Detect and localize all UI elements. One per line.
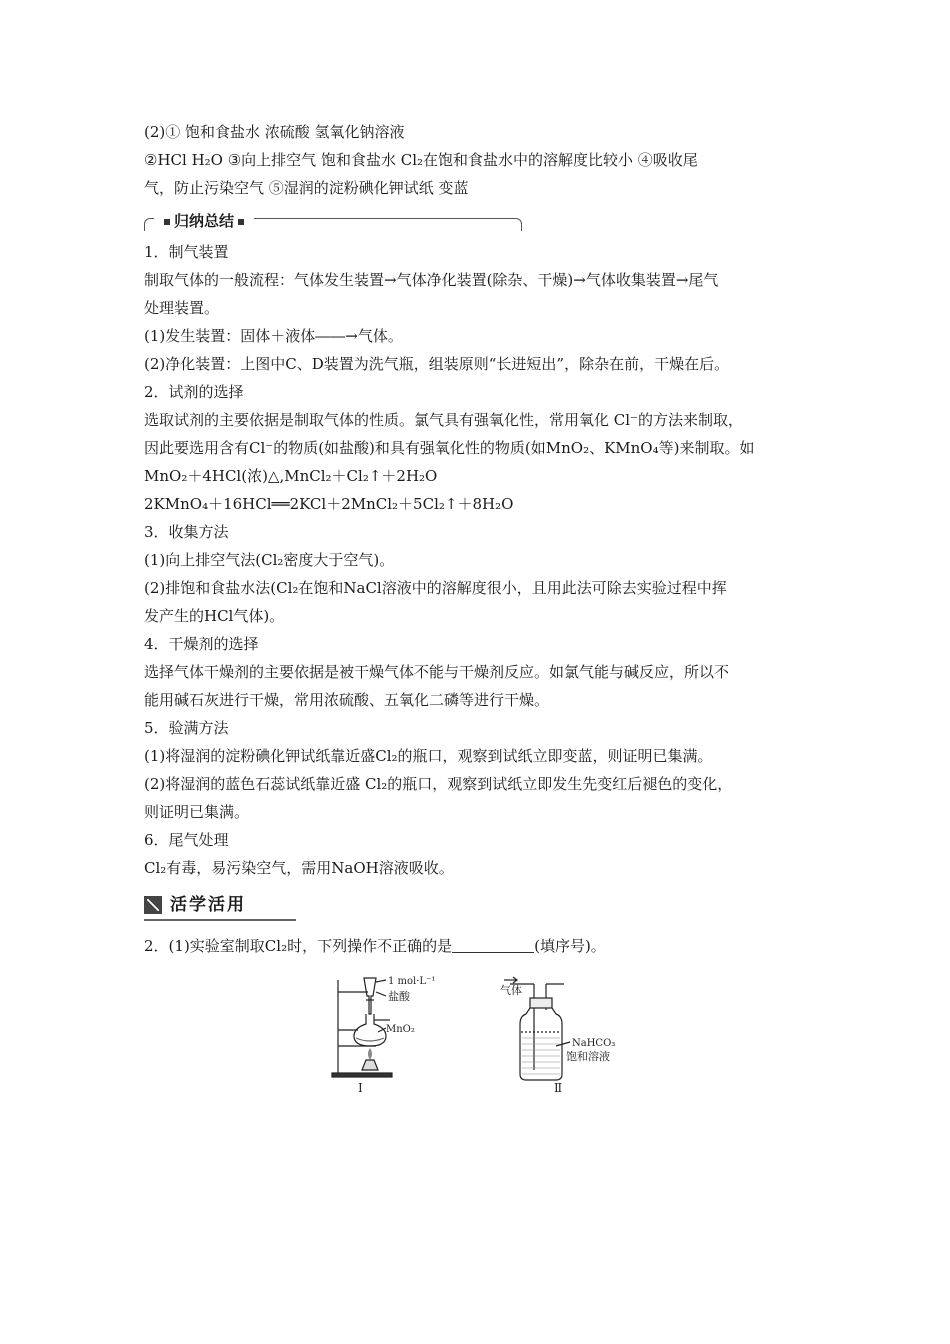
summary-line: 3．收集方法 — [144, 523, 229, 541]
question-suffix: (填序号)。 — [534, 937, 606, 955]
summary-line: (2)排饱和食盐水法(Cl₂在饱和NaCl溶液中的溶解度很小，且用此法可除去实验过程中挥 — [144, 579, 727, 597]
caption-figure-2: Ⅱ — [554, 1081, 563, 1095]
question-line — [144, 932, 814, 960]
bottle-stopper — [530, 998, 552, 1008]
summary-line: 5．验满方法 — [144, 719, 229, 737]
summary-line: 选择气体干燥剂的主要依据是被干燥气体不能与干燥剂反应。如氯气能与碱反应，所以不 — [144, 663, 730, 681]
equation-line: MnO₂＋4HCl(浓)△,MnCl₂＋Cl₂↑＋2H₂O — [144, 467, 438, 485]
summary-line: Cl₂有毒，易污染空气，需用NaOH溶液吸收。 — [144, 859, 454, 877]
summary-line: 发产生的HCl气体)。 — [144, 607, 285, 625]
summary-line: (1)发生装置：固体＋液体――→气体。 — [144, 327, 403, 345]
alcohol-lamp — [362, 1060, 378, 1070]
summary-line: 能用碱石灰进行干燥，常用浓硫酸、五氧化二磷等进行干燥。 — [144, 691, 550, 709]
apply-header — [144, 892, 814, 922]
label-gas: 气体 — [500, 984, 522, 997]
label-hydrochloric-acid: 盐酸 — [388, 990, 410, 1003]
summary-line: 制取气体的一般流程：气体发生装置→气体净化装置(除杂、干燥)→气体收集装置→尾气 — [144, 271, 719, 289]
pointer-conc — [376, 980, 386, 982]
label-saturated-solution: 饱和溶液 — [566, 1050, 610, 1063]
summary-title — [154, 208, 254, 234]
summary-line: (1)向上排空气法(Cl₂密度大于空气)。 — [144, 551, 395, 569]
summary-line: 则证明已集满。 — [144, 803, 250, 821]
summary-line: 1．制气装置 — [144, 243, 229, 261]
answer-line-3: 气，防止污染空气 ⑤湿润的淀粉碘化钾试纸 变蓝 — [144, 179, 469, 197]
square-bullet-icon — [238, 219, 244, 225]
flask-liquid — [356, 1038, 384, 1041]
separatory-funnel — [364, 978, 376, 1014]
question-prefix: 2．(1)实验室制取Cl₂时，下列操作不正确的是 — [144, 937, 453, 955]
summary-line: (2)净化装置：上图中C、D装置为洗气瓶，组装原则“长进短出”，除杂在前，干燥在后。 — [144, 355, 730, 373]
summary-header — [144, 208, 814, 236]
summary-line: 6．尾气处理 — [144, 831, 229, 849]
answer-line-2: ②HCl H₂O ③向上排空气 饱和食盐水 Cl₂在饱和食盐水中的溶解度比较小 ④吸收尾 — [144, 151, 698, 169]
summary-line: 处理装置。 — [144, 299, 220, 317]
label-concentration: 1 mol·L⁻¹ — [388, 976, 436, 987]
page-content — [144, 118, 814, 960]
summary-line: 因此要选用含有Cl⁻的物质(如盐酸)和具有强氧化性的物质(如MnO₂、KMnO₄等)来制取。如 — [144, 439, 755, 457]
flame — [368, 1048, 372, 1060]
summary-line: (2)将湿润的蓝色石蕊试纸靠近盛 Cl₂的瓶口，观察到试纸立即发生先变红后褪色的变化， — [144, 775, 733, 793]
summary-line: (1)将湿润的淀粉碘化钾试纸靠近盛Cl₂的瓶口，观察到试纸立即变蓝，则证明已集满。 — [144, 747, 713, 765]
answer-line-1: (2)① 饱和食盐水 浓硫酸 氢氧化钠溶液 — [144, 123, 405, 141]
apply-title: 活学活用 — [170, 895, 246, 915]
diagonal-stripe-icon — [144, 896, 162, 914]
apparatus-figures — [320, 970, 640, 1095]
stand-base — [332, 1073, 392, 1077]
apparatus-svg — [320, 970, 640, 1095]
label-nahco3: NaHCO₃ — [572, 1038, 616, 1049]
answer-blank[interactable] — [452, 936, 534, 953]
square-bullet-icon — [164, 219, 170, 225]
bottle-liquid-fill — [522, 1038, 560, 1074]
apply-underline — [144, 919, 296, 921]
summary-title-text: 归纳总结 — [174, 212, 235, 230]
label-mno2: MnO₂ — [386, 1024, 415, 1035]
equation-line: 2KMnO₄＋16HCl══2KCl＋2MnCl₂＋5Cl₂↑＋8H₂O — [144, 495, 514, 513]
caption-figure-1: Ⅰ — [358, 1081, 363, 1095]
summary-line: 2．试剂的选择 — [144, 383, 244, 401]
figure-1-apparatus — [332, 978, 392, 1077]
summary-line: 4．干燥剂的选择 — [144, 635, 259, 653]
pointer-acid — [376, 992, 386, 996]
summary-line: 选取试剂的主要依据是制取气体的性质。氯气具有强氧化性，常用氧化 Cl⁻的方法来制取， — [144, 411, 743, 429]
